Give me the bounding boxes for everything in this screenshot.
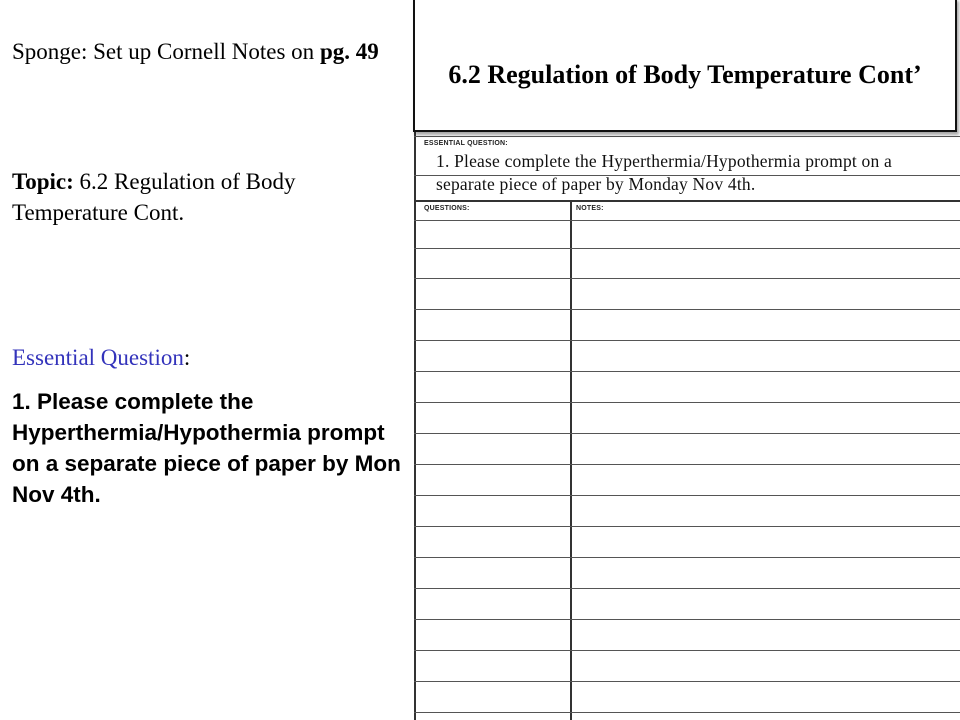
sheet-overlay-text: 1. Please complete the Hyperthermia/Hypothermia prompt on a separate piece of paper by Monday Nov 4th. — [436, 151, 892, 194]
ruled-line — [414, 588, 960, 589]
sponge-page: pg. 49 — [319, 39, 379, 64]
topic-label: Topic: — [12, 169, 74, 194]
essential-question-heading — [12, 342, 190, 373]
essential-question-colon: : — [183, 345, 191, 370]
essential-question-prompt: 1. Please complete the Hyperthermia/Hypothermia prompt on a separate piece of paper by Mon Nov 4th. — [12, 389, 401, 507]
sponge-instruction — [12, 36, 402, 67]
sponge-label: Sponge: Set up Cornell Notes on — [12, 39, 315, 64]
topic-line — [12, 166, 362, 228]
slide-title-box — [413, 0, 957, 132]
slide-title: 6.2 Regulation of Body Temperature Cont’ — [448, 60, 922, 89]
ruled-line — [414, 136, 960, 137]
essential-question-field-label: ESSENTIAL QUESTION: — [424, 140, 508, 147]
sheet-left-border — [414, 130, 416, 720]
ruled-line — [414, 495, 960, 496]
ruled-line — [414, 278, 960, 279]
ruled-line — [414, 248, 960, 249]
ruled-line — [414, 340, 960, 341]
questions-column-label: QUESTIONS: — [424, 205, 470, 212]
sheet-header-rule — [414, 200, 960, 202]
ruled-line — [414, 557, 960, 558]
ruled-line — [414, 619, 960, 620]
essential-question-label: Essential Question — [12, 345, 184, 370]
notes-column-label: NOTES: — [576, 205, 604, 212]
ruled-line — [414, 681, 960, 682]
ruled-line — [414, 526, 960, 527]
ruled-line — [414, 433, 960, 434]
ruled-line — [414, 371, 960, 372]
ruled-line — [414, 220, 960, 221]
cornell-notes-sheet — [414, 130, 960, 720]
topic-text: 6.2 Regulation of Body Temperature Cont. — [12, 169, 296, 225]
left-column — [0, 0, 410, 720]
ruled-line — [414, 309, 960, 310]
ruled-line — [414, 464, 960, 465]
ruled-line — [414, 712, 960, 713]
ruled-line — [414, 402, 960, 403]
ruled-line — [414, 650, 960, 651]
